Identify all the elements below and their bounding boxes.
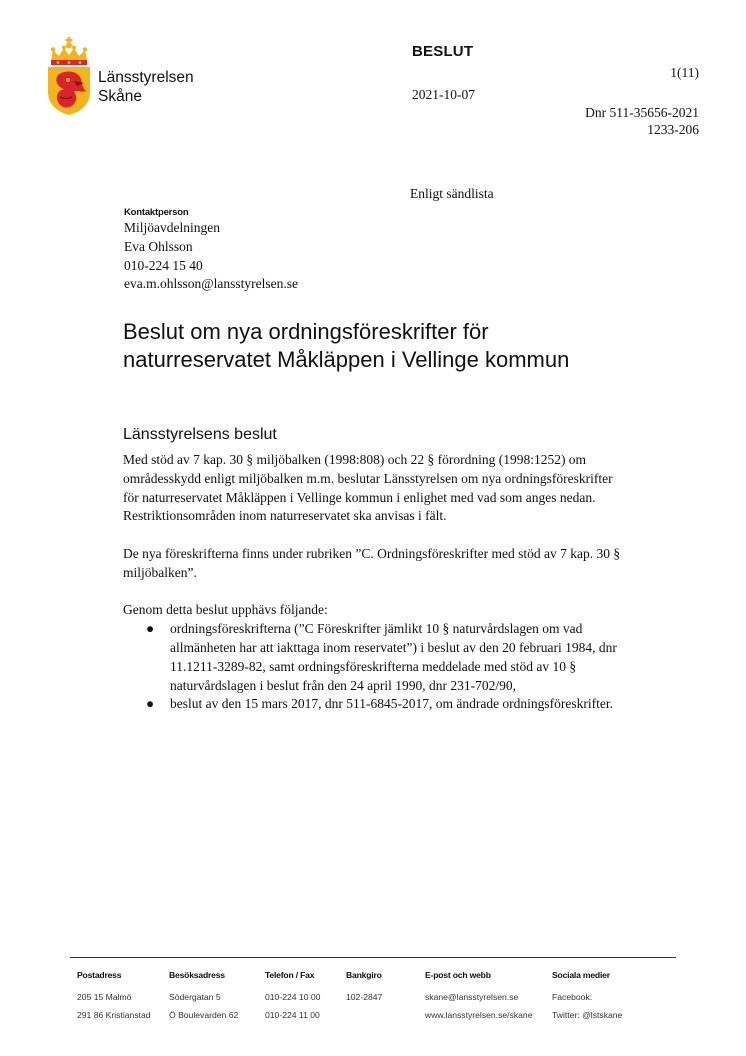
contact-name: Eva Ohlsson <box>124 238 193 254</box>
footer-postadress <box>77 969 151 1024</box>
footer-label: Postadress <box>77 970 122 980</box>
footer-label: Sociala medier <box>552 970 610 980</box>
reference-number <box>585 104 699 138</box>
decision-body <box>123 451 631 714</box>
footer-web-link[interactable]: www.lansstyrelsen.se/skane <box>425 1009 533 1020</box>
bullet-icon: ● <box>146 621 155 637</box>
org-name-line1: Länsstyrelsen <box>98 69 194 86</box>
org-name-line2: Skåne <box>98 88 142 105</box>
footer-label: Bankgiro <box>346 970 382 980</box>
distribution-note: Enligt sändlista <box>410 186 494 201</box>
dnr-line: Dnr 511-35656-2021 <box>585 105 699 120</box>
repealed-list <box>123 620 631 714</box>
footer-value: Ö Boulevarden 62 <box>169 1009 239 1020</box>
body-paragraph-1: Med stöd av 7 kap. 30 § miljöbalken (1998:808) och 22 § förordning (1998:1252) om områdesskydd enligt miljöbalken m.m. beslutar Länsstyrelsen om nya ordningsföreskrifter för naturreservatet Måkläppen i Vellinge kommun i enlighet med vad som anges nedan. Restriktionsområden inom naturreservatet ska anvisas i fält. <box>123 452 613 524</box>
footer-bankgiro <box>346 969 382 1007</box>
crown-icon <box>51 37 87 65</box>
contact-department: Miljöavdelningen <box>124 220 220 235</box>
footer-label: E-post och webb <box>425 970 491 980</box>
list-item-text: ordningsföreskrifterna (”C Föreskrifter jämlikt 10 § naturvårdslagen om vad allmänheten har att iakttaga inom reservatet”) i beslut av den 20 februari 1984, dnr 11.1211-3289-82, samt ordningsföreskrifterna meddelade med stöd av 10 § naturvårdslagen i beslut från den 24 april 1990, dnr 231-702/90, <box>170 621 617 693</box>
page-number: 1(11) <box>670 65 699 80</box>
contact-block <box>124 207 298 294</box>
list-item-text: beslut av den 15 mars 2017, dnr 511-6845-2017, om ändrade ordningsföreskrifter. <box>170 696 614 712</box>
list-item <box>123 620 631 695</box>
footer-value: Södergatan 5 <box>169 992 221 1002</box>
body-paragraph-3: Genom detta beslut upphävs följande: <box>123 602 328 618</box>
footer-value: 010-224 11 00 <box>265 1009 320 1020</box>
footer-email-link[interactable]: skane@lansstyrelsen.se <box>425 992 519 1002</box>
body-paragraph-2: De nya föreskrifterna finns under rubriken ”C. Ordningsföreskrifter med stöd av 7 kap. 30 § miljöbalken”. <box>123 545 621 580</box>
footer-besoksadress <box>169 969 238 1024</box>
contact-label: Kontaktperson <box>124 207 189 218</box>
contact-phone: 010-224 15 40 <box>124 257 203 273</box>
title-line2: naturreservatet Måkläppen i Vellinge kommun <box>123 346 570 372</box>
organization-name <box>98 68 194 106</box>
footer-sociala <box>552 969 622 1024</box>
footer-label: Telefon / Fax <box>265 970 315 980</box>
skane-griffin-crest-icon <box>46 37 92 115</box>
footer-value: 291 86 Kristianstad <box>77 1009 151 1020</box>
page-title <box>123 318 643 373</box>
footer-telefon <box>265 969 320 1024</box>
footer-label: Besöksadress <box>169 970 225 980</box>
document-type: BESLUT <box>412 43 474 60</box>
dnr-line-2: 1233-206 <box>647 122 699 137</box>
footer-divider <box>70 957 676 958</box>
footer-twitter[interactable]: Twitter: @lstskane <box>552 1009 623 1020</box>
title-line1: Beslut om nya ordningsföreskrifter för <box>123 319 489 344</box>
footer-value: 205 15 Malmö <box>77 992 132 1002</box>
list-item <box>123 695 631 714</box>
document-date: 2021-10-07 <box>412 87 475 102</box>
footer-facebook[interactable]: Facebook: <box>552 992 593 1002</box>
footer-value: 010-224 10 00 <box>265 992 321 1002</box>
section-heading: Länsstyrelsens beslut <box>123 426 277 443</box>
footer-epost <box>425 969 532 1024</box>
bullet-icon: ● <box>146 696 155 712</box>
footer-value: 102-2847 <box>346 992 383 1002</box>
contact-email: eva.m.ohlsson@lansstyrelsen.se <box>124 276 299 292</box>
